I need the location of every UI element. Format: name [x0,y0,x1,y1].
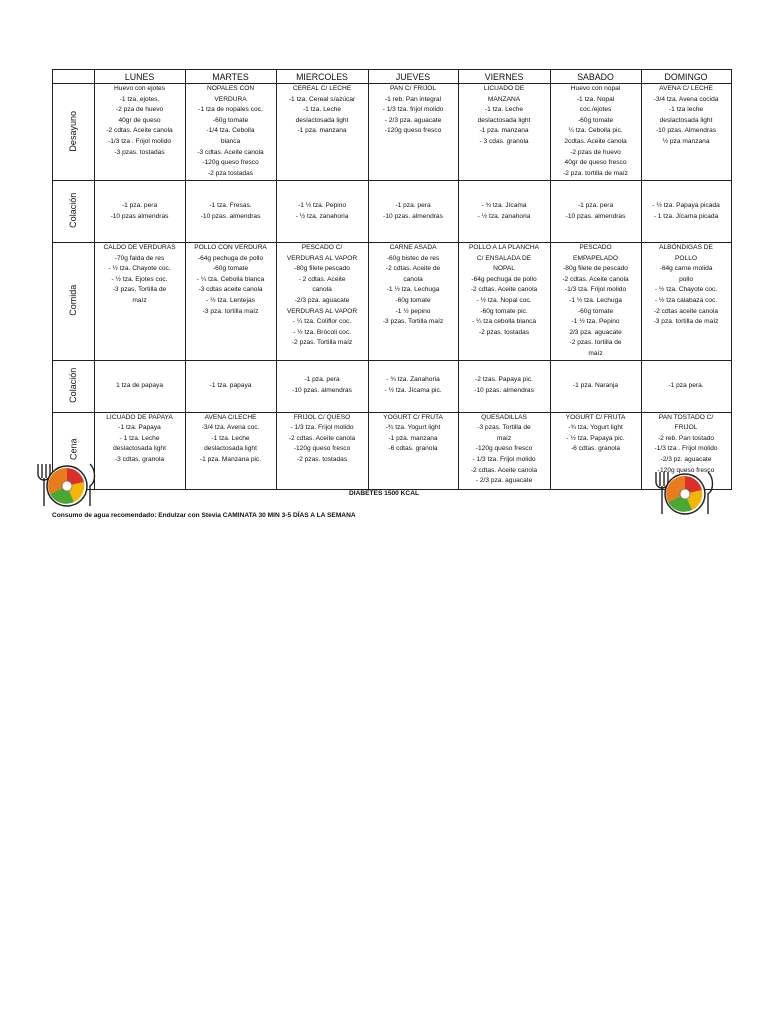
meal-item-line: -70g falda de res [114,254,165,262]
meal-item-line: -1/3 tza. Frijol molido [564,286,627,294]
meal-item-line: pollo [679,275,693,283]
meal-cell-content [187,84,275,179]
meal-item-line: -1 tza. Leche [484,106,524,114]
meal-item-line: C/ ENSALADA DE [476,254,532,262]
meal-item-line: deslactosada light [477,116,531,124]
day-header: SABADO [550,70,641,84]
meal-item-line: -3 pzas. Tortilla maíz [382,318,444,326]
meal-item-line: - 1/3 tza. frijol molido [382,106,444,114]
meal-item-line: -120g queso fresco [293,445,351,453]
day-header: MARTES [185,70,276,84]
meal-item-line: - ½ tza. Chayote coc. [108,265,171,273]
meal-cell [368,412,458,489]
meal-cell-content [460,243,549,338]
meal-cell-content [96,243,184,307]
meal-item-line: -2 cdtas. Aceite canola [470,466,538,474]
meal-item-line: -1 tza. ejotes. [119,95,160,103]
meal-item-line: -60g tomate pic. [480,307,528,315]
day-header: MIERCOLES [276,70,368,84]
meal-cell [641,84,731,181]
meal-item-line: -2 cdtas aceite canola [653,307,719,315]
meal-item-line: -80g filete de pescado [563,265,628,273]
meal-item-line: - 2/3 pza. aguacate [384,116,442,124]
meal-cell-content [460,84,549,148]
meal-item-line: -1 pza. manzana [479,127,529,135]
meal-item-line: CEREAL C/ LECHE [292,85,352,92]
meal-item-line: -2 cdtas. Aceite canola [106,127,173,135]
meal-item-line: LICUADO DE [483,85,525,92]
meal-item-line: - ½ tza. Lentejas [206,296,255,304]
meal-item-line: EMPAPELADO [573,254,618,262]
meal-item-line: -2 pzas. tostadas [296,455,348,463]
meal-item-line: -60g tomate [212,116,249,124]
meal-item-line: -2/3 pz. aguacate [660,455,712,463]
day-header: LUNES [94,70,185,84]
meal-cell-content [370,243,457,328]
meal-item-line: -1/3 tza . Frijol molido [654,445,718,453]
meal-label-cell [53,181,95,243]
meal-item-line: -10 pzas. almendras [474,387,534,395]
meal-item-line: -10 pzas. almendras [565,212,626,220]
meal-item-line: ¼ tza. Cebolla pic. [568,127,623,135]
meal-cell [94,181,185,243]
meal-item-line: - ½ tza. Brócoli coc. [293,328,351,336]
day-header-row [53,70,732,84]
meal-item-line: YOGURT C/ FRUTA [565,413,626,421]
meal-item-line: -3 pzas. Tortilla de [112,286,167,294]
meal-item-line: -1 tza. Nopal [576,95,615,103]
meal-cell [550,84,641,181]
meal-item-line: coc./ejotes [579,106,612,114]
meal-item-line: POLLO A LA PLANCHA [469,244,540,251]
meal-cell [458,360,550,412]
meal-item-line: -1 pza. pera [577,201,614,209]
meal-item-line: - ½ tza. zanahoria [295,212,349,220]
meal-item-line: -120g queso fresco [475,445,533,453]
meal-item-line: - ¼ tza cebolla blanca [471,318,537,326]
meal-item-line: -60g tomate [577,116,614,124]
meal-cell-content [187,381,275,392]
meal-cell [94,243,185,361]
meal-cell [276,181,368,243]
meal-item-line: -10 pzas. Almendras [655,127,717,135]
meal-item-line: -3/4 tza. Avena cocida [653,95,719,103]
meal-row [53,84,732,181]
meal-item-line: -2 pzas. tostadas [478,328,530,336]
meal-item-line: -1 pza. pera [395,201,431,209]
meal-item-line: - ½ tza calabaza coc. [654,296,718,304]
meal-item-line: - ½ tza. Chayote coc. [654,286,718,294]
meal-item-line: -3 pza. tortilla de maíz [653,318,719,326]
meal-item-line: POLLO [675,254,698,262]
meal-item-line: AVENA C/LECHE [204,413,257,421]
meal-item-line: -1 tza leche [668,106,704,114]
meal-item-line: -1 ½ pepino [395,307,431,315]
meal-item-line: -1 pza. pera [304,376,340,384]
diet-title: DIABETES 1500 KCAL [349,490,419,497]
meal-item-line: -64g pechuga de pollo [197,254,264,262]
meal-cell [276,84,368,181]
meal-item-line: -3 pzas. Tortilla de [477,424,531,432]
meal-cell [94,412,185,489]
meal-item-line: PESCADO [579,244,612,251]
meal-cell [550,243,641,361]
meal-item-line: -2 cdtas. Aceite canola [288,434,356,442]
meal-cell [458,181,550,243]
meal-item-line: deslactosada light [659,116,713,124]
meal-item-line: - ½ tza. Papaya pic. [566,434,625,442]
meal-item-line: -1/4 tza. Cebolla [206,127,255,135]
meal-item-line: POLLO CON VERDURA [194,244,267,251]
meal-item-line: -2 pza. tortilla de maíz [563,169,628,177]
meal-item-line: CARNE ASADA [389,244,437,251]
meal-row [53,360,732,412]
meal-label: Colación [67,367,78,403]
meal-cell-content [370,413,457,455]
meal-item-line: -1 tza. papaya [209,381,252,389]
meal-cell-content [278,84,367,137]
meal-item-line: -60g tomate [395,296,431,304]
meal-cell [368,84,458,181]
meal-item-line: blanca [220,137,241,145]
meal-item-line: -64g pechuga de pollo [471,275,537,283]
meal-cell-content [278,413,367,466]
meal-cell [368,243,458,361]
meal-cell [641,181,731,243]
meal-item-line: CALDO DE VERDURAS [103,244,176,251]
day-header: JUEVES [368,70,458,84]
meal-cell-content [552,243,640,360]
meal-item-line: 2/3 pza. aguacate [569,328,622,336]
meal-cell-content [187,201,275,222]
meal-item-line: - ¼ tza. Coliflor coc. [292,318,352,326]
meal-item-line: -6 cdtas. granola [570,445,621,453]
meal-item-line: -2 cdtas. Aceite canola [562,275,629,283]
meal-item-line: -2 cdtas. Aceite de [385,265,441,273]
meal-cell-content [552,84,640,179]
meal-cell-content [643,243,730,328]
meal-item-line: PAN TOSTADO C/ [658,413,714,421]
meal-item-line: -3 pzas. tostadas [114,148,165,156]
meal-item-line: LICUADO DE PAPAYA [106,413,173,421]
meal-item-line: - ¾ tza. Zanahoria [386,376,440,384]
meal-item-line: -¾ tza. Yogurt light [568,424,623,432]
meal-item-line: -1 ½ tza. Pepino [298,201,347,209]
meal-item-line: canola [312,286,332,294]
meal-item-line: -10 pzas. almendras [383,212,443,220]
plate-cutlery-icon [654,468,716,516]
meal-cell-content [552,381,640,392]
meal-item-line: -10 pzas. almendras [292,387,352,395]
meal-item-line: NOPALES CON [206,85,255,92]
meal-cell [276,360,368,412]
meal-item-line: -1 pza. pera [121,201,158,209]
meal-item-line: -1 tza. Cereal s/azúcar [288,95,356,103]
meal-label: Cena [67,438,78,461]
meal-item-line: PAN C/ FRIJOL [390,85,437,92]
meal-item-line: -10 pzas. almendras [200,212,261,220]
meal-row [53,181,732,243]
meal-item-line: -2 pzas. tortilla de [569,339,622,347]
meal-label: Colación [67,192,78,229]
meal-cell [94,84,185,181]
meal-item-line: deslactosada light [113,445,166,453]
meal-cell-content [96,84,184,158]
meal-cell-content [278,375,367,396]
meal-item-line: VERDURAS AL VAPOR [286,307,358,315]
meal-row [53,412,732,489]
meal-item-line: -1 ½ tza. Lechuga [569,296,622,304]
meal-cell-content [643,381,730,392]
meal-cell [185,84,276,181]
meal-item-line: - ½ tza. Nopal coc. [476,296,532,304]
meal-cell-content [370,375,457,396]
meal-item-line: -1/3 tza . Frijol molido [108,137,172,145]
meal-item-line: -¾ tza. Yogurt light [385,424,441,432]
meal-item-line: -60g tomate [212,265,249,273]
meal-item-line: deslactosada light [295,116,349,124]
meal-cell-content [460,413,549,487]
meal-item-line: maíz [496,434,512,442]
meal-cell-content [552,413,640,455]
meal-item-line: maíz [588,349,603,357]
meal-item-line: - 3 cdas. granola [479,137,529,145]
meal-item-line: -2 cdtas. Aceite canola [470,286,538,294]
meal-cell [550,181,641,243]
meal-item-line: -2 pzas de huevo [570,148,621,156]
meal-cell [276,412,368,489]
meal-item-line: NOPAL [493,265,515,273]
meal-cell-content [460,201,549,222]
meal-item-line: - 1/3 tza. Frijol molido [290,424,354,432]
meal-item-line: - ¼ tza. Cebolla blanca [196,275,265,283]
meal-item-line: -1 reb. Pan integral [384,95,442,103]
meal-item-line: 2cdtas. Aceite canola [564,137,627,145]
meal-item-line: -1 pza pera. [668,381,704,389]
plate-cutlery-icon [36,460,98,508]
meal-item-line: - ½ tza. Papaya picada [652,201,720,209]
meal-item-line: PESCADO C/ [301,244,343,251]
meal-item-line: 40gr de queso fresco [564,159,627,167]
recommendation-note: Consumo de agua recomendado: Endulzar con Stevia CAMINATA 30 MIN 3-5 DÍAS A LA SEMANA [52,512,356,519]
meal-item-line: maíz [132,296,147,304]
meal-item-line: Huevo con nopal [570,85,621,92]
meal-item-line: QUESADILLAS [481,413,527,421]
meal-cell [185,181,276,243]
meal-cell-content [96,381,184,392]
meal-item-line: -1 pza. manzana [388,434,438,442]
meal-cell [458,412,550,489]
meal-cell [641,243,731,361]
meal-item-line: -120g queso fresco [657,466,715,474]
meal-cell-content [643,413,730,477]
meal-item-line: -3 cdtas. Aceite canola [197,148,264,156]
meal-cell [276,243,368,361]
meal-item-line: -1 pza. Naranja [572,381,619,389]
meal-item-line: -2 pza de huevo [115,106,164,114]
meal-cell [458,84,550,181]
meal-item-line: -3 cdtas. granola [114,455,165,463]
meal-item-line: - ½ tza. zanahoria [477,212,531,220]
meal-item-line: - ½ tza. Ejotes coc. [111,275,168,283]
day-header: DOMINGO [641,70,731,84]
meal-item-line: -120g queso fresco [384,127,442,135]
meal-item-line: - ½ tza. Jícama pic. [384,387,442,395]
meal-item-line: -60g tomate [577,307,614,315]
meal-item-line: FRIJOL [674,424,698,432]
meal-item-line: FRIJOL C/ QUESO [293,413,351,421]
meal-item-line: -10 pzas almendras [110,212,169,220]
meal-cell [185,360,276,412]
corner-cell [53,70,95,84]
meal-cell-content [187,413,275,466]
meal-item-line: AVENA C/ LECHE [659,85,713,92]
meal-cell-content [278,243,367,349]
meal-cell-content [187,243,275,317]
meal-row [53,243,732,361]
meal-item-line: -2 pzas. Tortilla maíz [291,339,353,347]
meal-item-line: -2 tzas. Papaya pic. [475,376,533,384]
meal-cell-content [643,201,730,222]
meal-cell [550,412,641,489]
meal-cell-content [370,201,457,222]
meal-item-line: -1 tza. Leche [302,106,342,114]
meal-label-cell [53,360,95,412]
meal-item-line: - 2/3 pza. aguacate [475,477,533,485]
meal-item-line: YOGURT C/ FRUTA [383,413,443,421]
meal-item-line: VERDURA [214,95,247,103]
meal-item-line: -3 cdtas aceite canola [198,286,263,294]
meal-item-line: -3/4 tza. Avena coc. [201,424,260,432]
meal-item-line: -1 ½ tza. Lechuga [386,286,440,294]
meal-cell [368,360,458,412]
meal-item-line: - 1/3 tza. Frijol molido [472,455,536,463]
meal-item-line: -2 reb. Pan tostado [657,434,715,442]
meal-item-line: -80g filete pescado [294,265,350,273]
meal-item-line: ½ pza manzana [662,137,710,145]
meal-cell-content [278,201,367,222]
meal-item-line: -3 pza. tortilla maíz [202,307,259,315]
meal-cell-content [460,375,549,396]
meal-item-line: -1 pza. Manzana pic. [199,455,262,463]
meal-item-line: -1 tza. Papaya [118,424,161,432]
meal-cell [185,412,276,489]
meal-cell-content [96,201,184,222]
meal-label: Desayuno [67,110,78,152]
meal-item-line: -2/3 pza. aguacate [294,296,350,304]
meal-cell [368,181,458,243]
meal-cell-content [552,201,640,222]
meal-item-line: - ¾ tza. Jícama [481,201,527,209]
meal-item-line: deslactosada light [204,445,257,453]
meal-label-cell [53,243,95,361]
meal-item-line: -1 tza. Fresas. [209,201,252,209]
meal-label-cell [53,84,95,181]
meal-item-line: 40gr de queso [118,116,161,124]
meal-cell-content [643,84,730,148]
meal-item-line: - 2 cdtas. Aceite [298,275,346,283]
meal-cell [458,243,550,361]
meal-item-line: - 1 tza. Leche [119,434,160,442]
meal-cell [550,360,641,412]
meal-cell [641,360,731,412]
meal-item-line: -1 ½ tza. Pepino [571,318,620,326]
meal-item-line: - 1 tza. Jícama picada [653,212,719,220]
meal-item-line: -1 pza. manzana [297,127,347,135]
meal-item-line: -1 tza de nopales coc. [198,106,263,114]
meal-cell [185,243,276,361]
meal-item-line: -60g bistec de res [386,254,440,262]
meal-item-line: -6 cdtas. granola [388,445,438,453]
meal-label: Comida [67,284,78,316]
meal-item-line: Huevo con ejotes [114,85,165,92]
meal-item-line: 1 tza de papaya [116,381,163,389]
meal-item-line: -64g carne molida [659,265,713,273]
meal-item-line: canola [403,275,423,283]
meal-item-line: MANZANA [487,95,521,103]
meal-item-line: -1 tza. Leche [211,434,250,442]
meal-item-line: -120g queso fresco [202,159,259,167]
meal-item-line: -2 pza tostadas [207,169,254,177]
meal-cell [94,360,185,412]
meal-item-line: ALBÓNDIGAS DE [659,244,713,251]
day-header: VIERNES [458,70,550,84]
meal-item-line: VERDURAS AL VAPOR [286,254,358,262]
meal-plan-table [52,69,732,490]
meal-cell-content [96,413,184,466]
meal-cell-content [370,84,457,137]
